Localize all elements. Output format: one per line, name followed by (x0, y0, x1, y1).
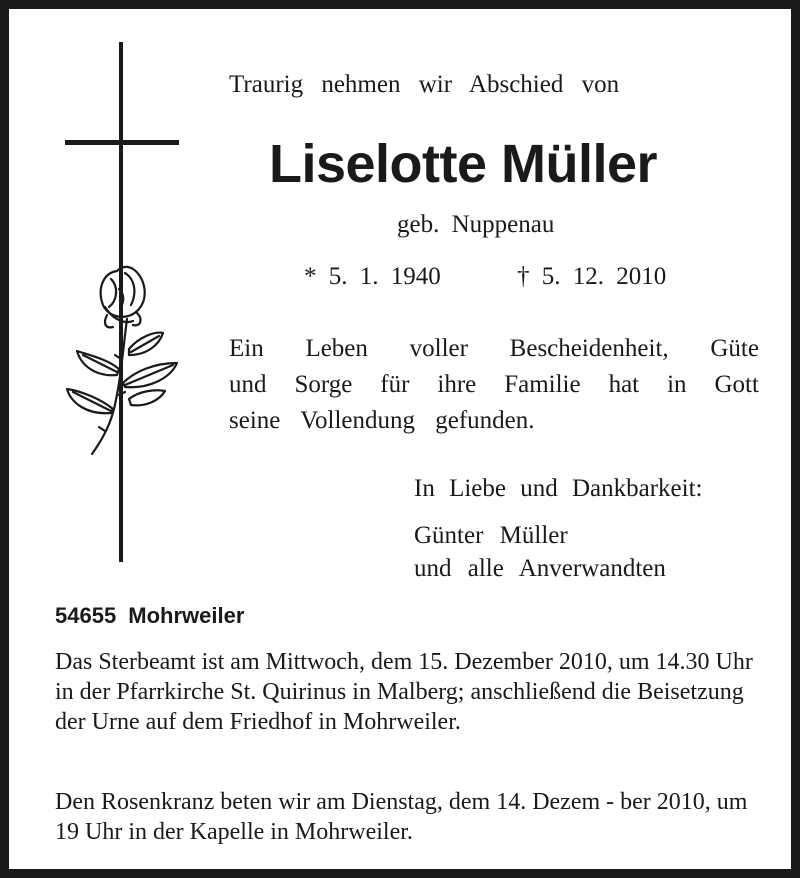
quote-word: gefunden. (435, 407, 535, 434)
quote-word: seine (229, 407, 281, 434)
quote-word: Familie (504, 371, 581, 398)
death-date: † 5. 12. 2010 (517, 263, 667, 290)
maiden-name: geb. Nuppenau (397, 211, 555, 238)
deceased-name: Liselotte Müller (269, 134, 658, 194)
quote-line-1 (229, 331, 759, 367)
quote-word: Sorge (294, 371, 353, 398)
quote-word: in (667, 371, 687, 398)
intro-line: Traurig nehmen wir Abschied von (229, 71, 620, 98)
quote-word: und (229, 371, 267, 398)
cross-bar (65, 140, 179, 145)
rosary-info-paragraph: Den Rosenkranz beten wir am Dienstag, dem 14. Dezem - ber 2010, um 19 Uhr in der Kapelle in Mohrweiler. (55, 789, 748, 845)
quote-word: Gott (714, 371, 759, 398)
quote-word: Vollendung (300, 407, 416, 434)
quote-word: Ein (229, 335, 264, 362)
quote-line-3 (229, 403, 759, 439)
signer-relatives: und alle Anverwandten (414, 555, 666, 582)
service-info-paragraph: Das Sterbeamt ist am Mittwoch, dem 15. Dezember 2010, um 14.30 Uhr in der Pfarrkirche St. Quirinus in Malberg; anschließend die Beisetzung der Urne auf dem Friedhof in Mohrweiler. (55, 649, 753, 735)
quote-word: hat (608, 371, 640, 398)
quote-word: für (380, 371, 410, 398)
rose-icon (59, 259, 189, 459)
memorial-quote (229, 331, 759, 439)
quote-word: Bescheidenheit, (509, 335, 669, 362)
quote-word: Leben (305, 335, 368, 362)
birth-date: * 5. 1. 1940 (304, 263, 441, 290)
quote-word: voller (409, 335, 468, 362)
thanks-line: In Liebe und Dankbarkeit: (414, 475, 703, 502)
signer-name: Günter Müller (414, 522, 568, 549)
quote-line-2 (229, 367, 759, 403)
quote-word: Güte (710, 335, 759, 362)
quote-word: ihre (437, 371, 477, 398)
signers (414, 519, 666, 585)
place-heading: 54655 Mohrweiler (55, 603, 245, 628)
